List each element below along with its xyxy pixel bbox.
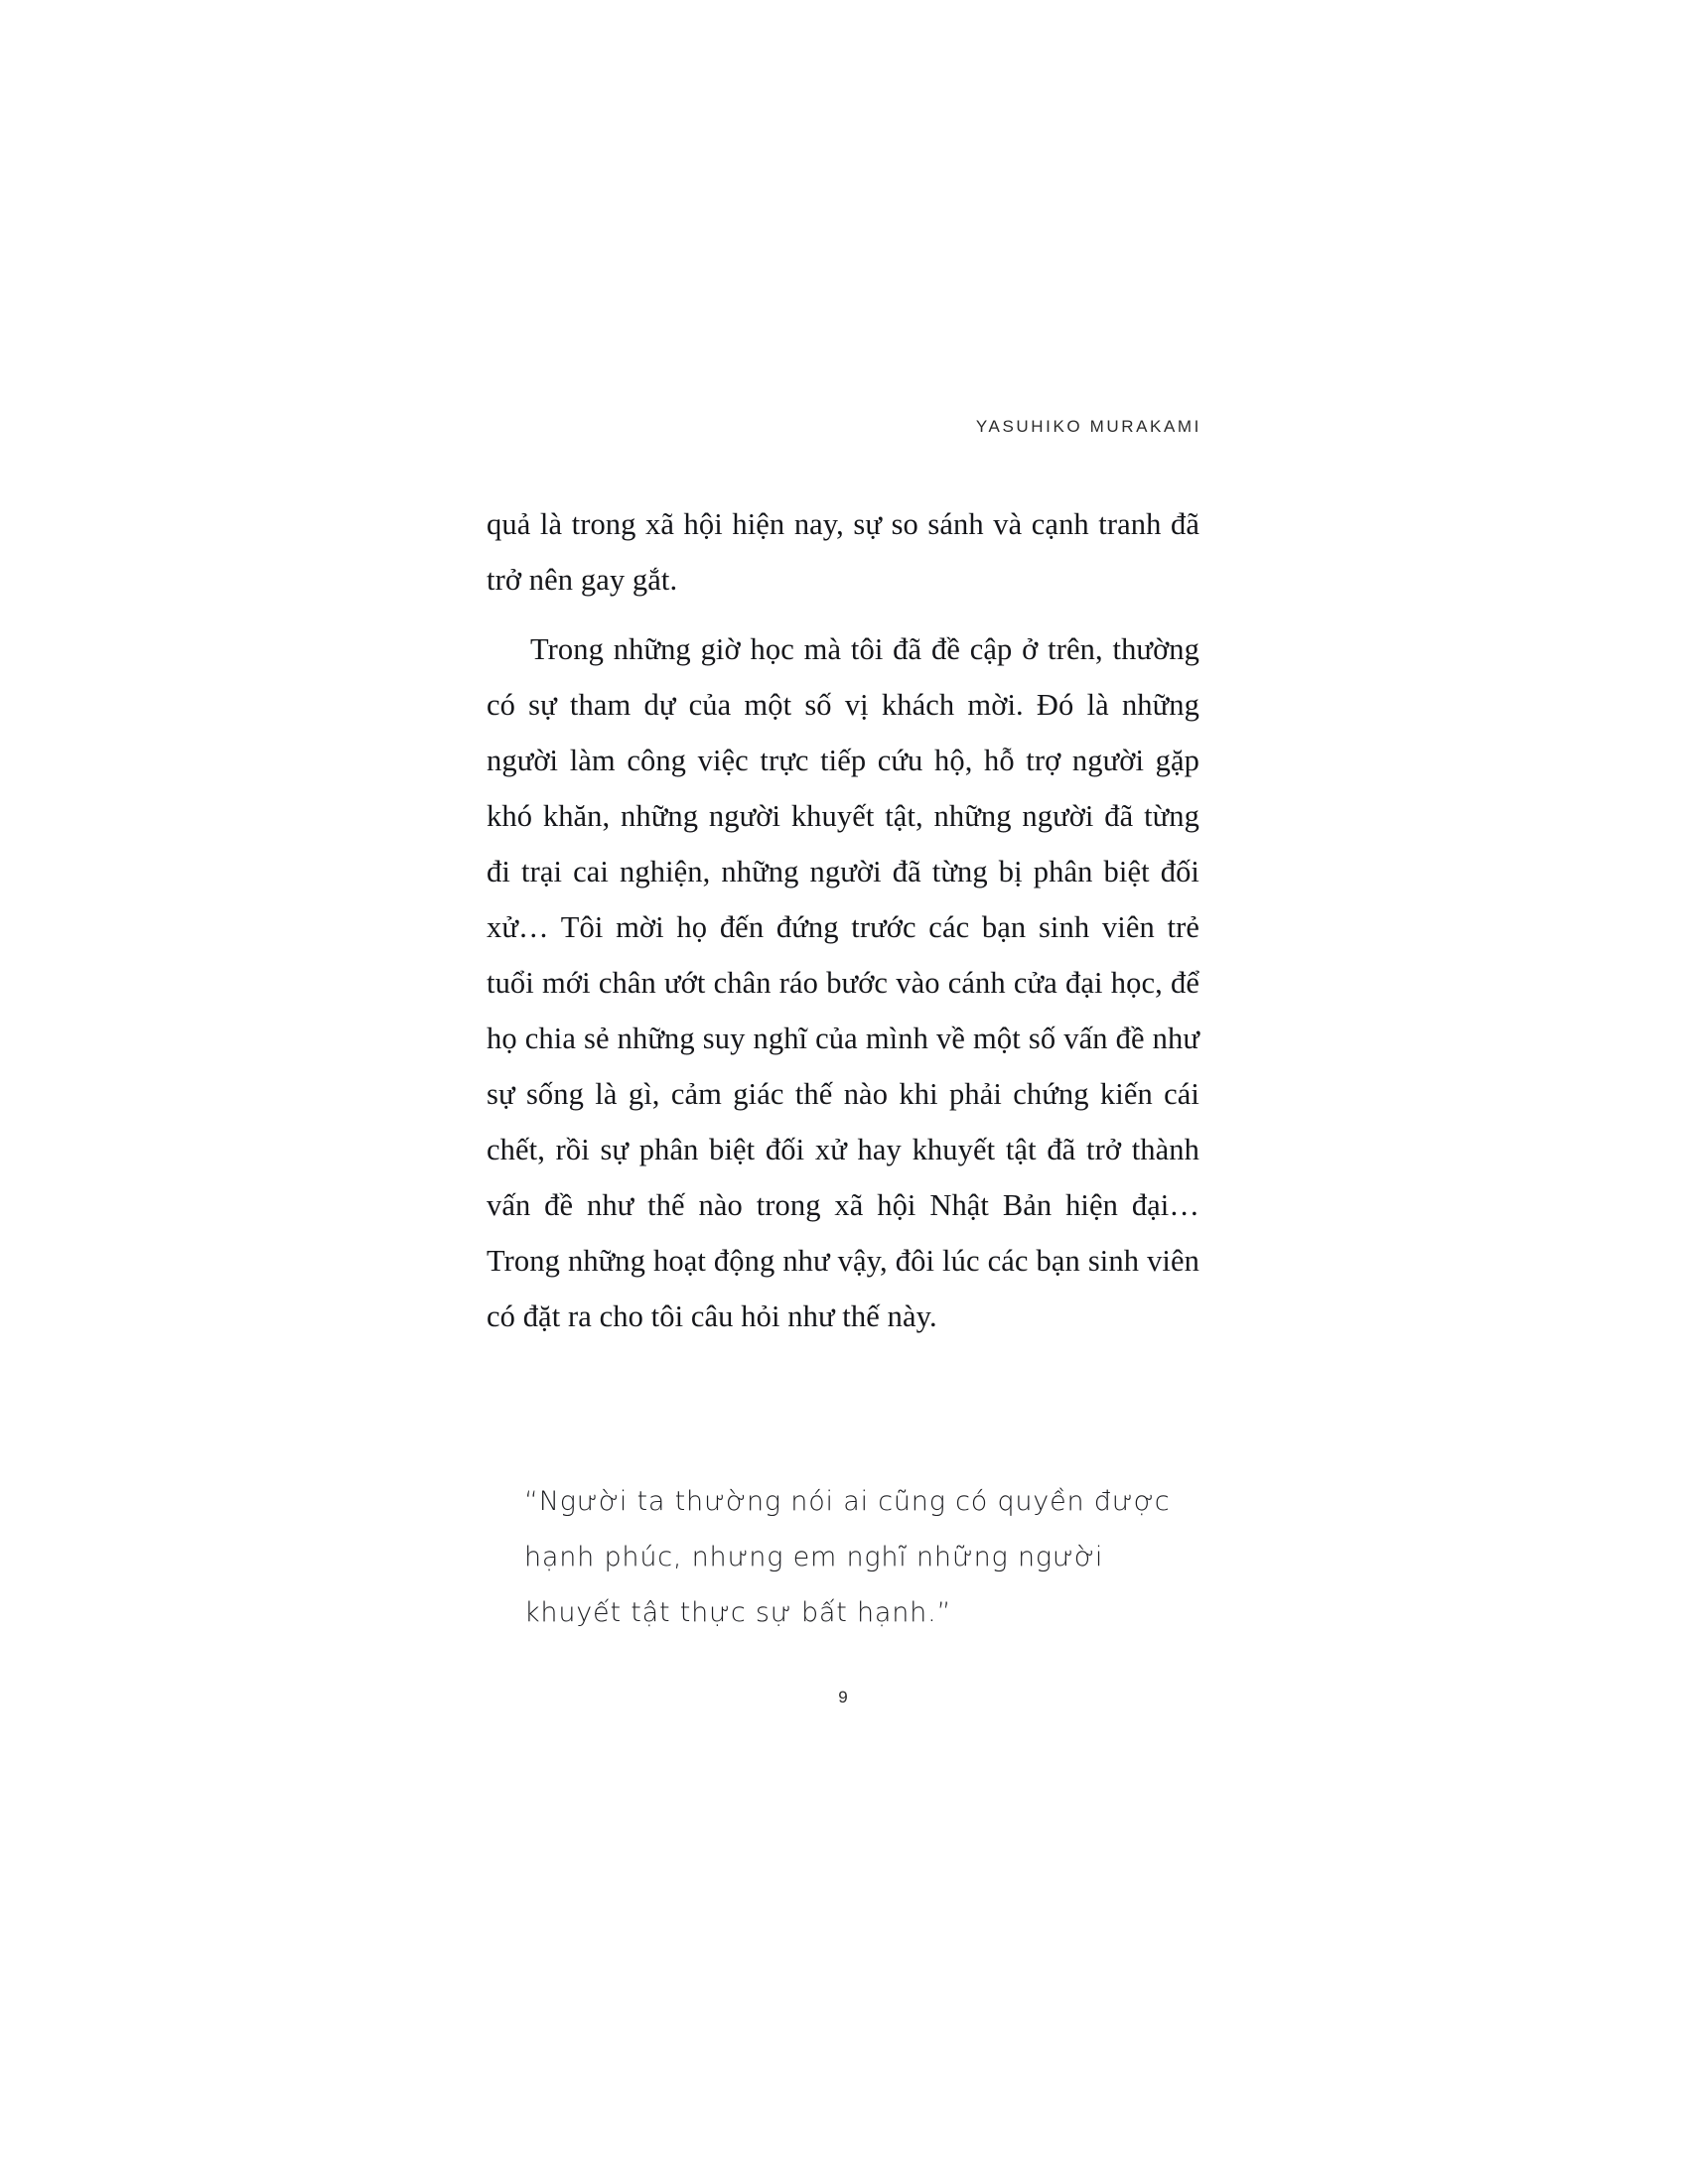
page-number: 9 [838,1688,848,1706]
pull-quote [524,1474,1199,1641]
paragraph-guest-speakers: Trong những giờ học mà tôi đã đề cập ở trên, thường có sự tham dự của một số vị khách mời. Đó là những người làm công việc trực tiếp cứu hộ, hỗ trợ người gặp khó khăn, những người khuyết tật, những người đã từng đi trại cai nghiện, những người đã từng bị phân biệt đối xử… Tôi mời họ đến đứng trước các bạn sinh viên trẻ tuổi mới chân ướt chân ráo bước vào cánh cửa đại học, để họ chia sẻ những suy nghĩ của mình về một số vấn đề như sự sống là gì, cảm giác thế nào khi phải chứng kiến cái chết, rồi sự phân biệt đối xử hay khuyết tật đã trở thành vấn đề như thế nào trong xã hội Nhật Bản hiện đại… Trong những hoạt động như vậy, đôi lúc các bạn sinh viên có đặt ra cho tôi câu hỏi như thế này. [487,632,1199,1333]
page-text-block [487,0,1201,2184]
body-text [487,496,1199,1344]
pull-quote-text: “Người ta thường nói ai cũng có quyền được hạnh phúc, nhưng em nghĩ những người khuyết tật thực sự bất hạnh.” [524,1486,1171,1628]
paragraph-continued: quả là trong xã hội hiện nay, sự so sánh và cạnh tranh đã trở nên gay gắt. [487,507,1199,597]
running-head-author: YASUHIKO MURAKAMI [975,417,1201,436]
